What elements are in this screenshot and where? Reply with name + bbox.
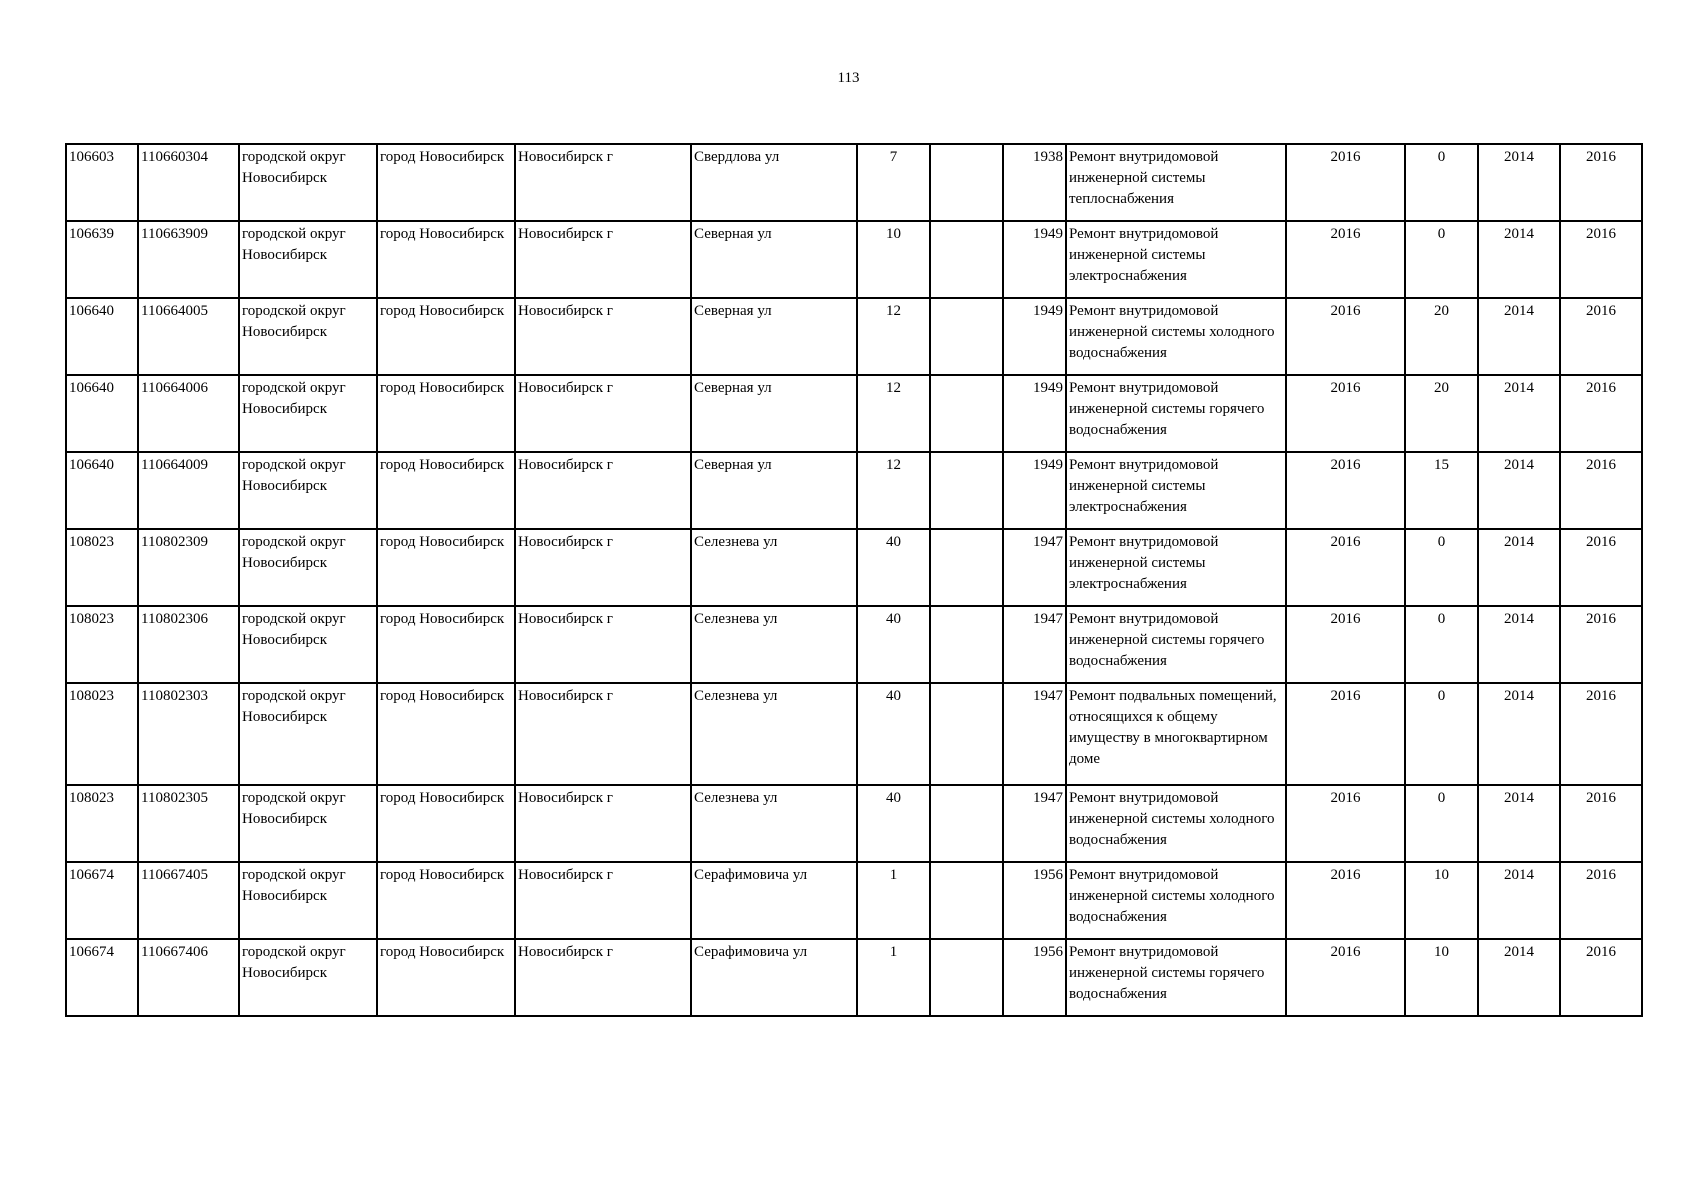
house-id-cell: 106639 xyxy=(66,221,138,298)
house-number-cell: 40 xyxy=(857,529,930,606)
house-number-cell: 1 xyxy=(857,939,930,1016)
settlement-cell: город Новосибирск xyxy=(377,529,515,606)
settlement-cell: город Новосибирск xyxy=(377,221,515,298)
planned-year-cell: 2016 xyxy=(1286,452,1405,529)
settlement-cell: город Новосибирск xyxy=(377,452,515,529)
year-built-cell: 1956 xyxy=(1003,939,1066,1016)
year-built-cell: 1956 xyxy=(1003,862,1066,939)
planned-year-cell: 2016 xyxy=(1286,606,1405,683)
period-start-cell: 2014 xyxy=(1478,606,1560,683)
house-number-cell: 7 xyxy=(857,144,930,221)
year-built-cell: 1947 xyxy=(1003,785,1066,862)
work-id-cell: 110667406 xyxy=(138,939,239,1016)
year-built-cell: 1947 xyxy=(1003,606,1066,683)
municipal-district-cell: городской округ Новосибирск xyxy=(239,375,377,452)
period-end-cell: 2016 xyxy=(1560,939,1642,1016)
municipal-district-cell: городской округ Новосибирск xyxy=(239,862,377,939)
street-cell: Северная ул xyxy=(691,375,857,452)
period-start-cell: 2014 xyxy=(1478,452,1560,529)
street-cell: Селезнева ул xyxy=(691,606,857,683)
period-end-cell: 2016 xyxy=(1560,298,1642,375)
page-number: 113 xyxy=(837,70,860,86)
planned-year-cell: 2016 xyxy=(1286,939,1405,1016)
street-cell: Северная ул xyxy=(691,298,857,375)
building-cell xyxy=(930,221,1003,298)
work-id-cell: 110664005 xyxy=(138,298,239,375)
period-end-cell: 2016 xyxy=(1560,683,1642,785)
table-row xyxy=(66,529,1642,606)
work-type-cell: Ремонт внутридомовой инженерной системы горячего водоснабжения xyxy=(1066,939,1286,1016)
house-number-cell: 10 xyxy=(857,221,930,298)
planned-year-cell: 2016 xyxy=(1286,144,1405,221)
locality-cell: Новосибирск г xyxy=(515,606,691,683)
planned-year-cell: 2016 xyxy=(1286,298,1405,375)
settlement-cell: город Новосибирск xyxy=(377,683,515,785)
house-id-cell: 106640 xyxy=(66,375,138,452)
planned-year-cell: 2016 xyxy=(1286,683,1405,785)
period-end-cell: 2016 xyxy=(1560,221,1642,298)
building-cell xyxy=(930,939,1003,1016)
work-id-cell: 110802306 xyxy=(138,606,239,683)
year-built-cell: 1947 xyxy=(1003,529,1066,606)
settlement-cell: город Новосибирск xyxy=(377,375,515,452)
wear-percent-cell: 10 xyxy=(1405,862,1478,939)
wear-percent-cell: 20 xyxy=(1405,375,1478,452)
table-row xyxy=(66,144,1642,221)
table-row xyxy=(66,785,1642,862)
work-type-cell: Ремонт внутридомовой инженерной системы горячего водоснабжения xyxy=(1066,375,1286,452)
work-id-cell: 110802305 xyxy=(138,785,239,862)
planned-year-cell: 2016 xyxy=(1286,785,1405,862)
locality-cell: Новосибирск г xyxy=(515,529,691,606)
building-cell xyxy=(930,606,1003,683)
municipal-district-cell: городской округ Новосибирск xyxy=(239,683,377,785)
street-cell: Селезнева ул xyxy=(691,785,857,862)
work-id-cell: 110664009 xyxy=(138,452,239,529)
building-cell xyxy=(930,375,1003,452)
wear-percent-cell: 20 xyxy=(1405,298,1478,375)
table-row xyxy=(66,298,1642,375)
municipal-district-cell: городской округ Новосибирск xyxy=(239,144,377,221)
municipal-district-cell: городской округ Новосибирск xyxy=(239,221,377,298)
work-type-cell: Ремонт внутридомовой инженерной системы холодного водоснабжения xyxy=(1066,862,1286,939)
period-end-cell: 2016 xyxy=(1560,862,1642,939)
house-id-cell: 106674 xyxy=(66,862,138,939)
wear-percent-cell: 0 xyxy=(1405,529,1478,606)
wear-percent-cell: 0 xyxy=(1405,144,1478,221)
period-end-cell: 2016 xyxy=(1560,452,1642,529)
building-cell xyxy=(930,298,1003,375)
house-id-cell: 106674 xyxy=(66,939,138,1016)
work-type-cell: Ремонт внутридомовой инженерной системы холодного водоснабжения xyxy=(1066,785,1286,862)
work-id-cell: 110664006 xyxy=(138,375,239,452)
house-id-cell: 106603 xyxy=(66,144,138,221)
planned-year-cell: 2016 xyxy=(1286,529,1405,606)
house-number-cell: 12 xyxy=(857,452,930,529)
locality-cell: Новосибирск г xyxy=(515,452,691,529)
period-end-cell: 2016 xyxy=(1560,375,1642,452)
planned-year-cell: 2016 xyxy=(1286,862,1405,939)
municipal-district-cell: городской округ Новосибирск xyxy=(239,785,377,862)
house-number-cell: 40 xyxy=(857,683,930,785)
work-type-cell: Ремонт внутридомовой инженерной системы горячего водоснабжения xyxy=(1066,606,1286,683)
period-end-cell: 2016 xyxy=(1560,529,1642,606)
table-row xyxy=(66,606,1642,683)
year-built-cell: 1949 xyxy=(1003,452,1066,529)
settlement-cell: город Новосибирск xyxy=(377,606,515,683)
building-cell xyxy=(930,144,1003,221)
locality-cell: Новосибирск г xyxy=(515,221,691,298)
street-cell: Северная ул xyxy=(691,452,857,529)
period-start-cell: 2014 xyxy=(1478,683,1560,785)
table-body xyxy=(66,144,1642,1016)
wear-percent-cell: 0 xyxy=(1405,221,1478,298)
settlement-cell: город Новосибирск xyxy=(377,785,515,862)
period-start-cell: 2014 xyxy=(1478,785,1560,862)
house-id-cell: 108023 xyxy=(66,785,138,862)
wear-percent-cell: 0 xyxy=(1405,606,1478,683)
municipal-district-cell: городской округ Новосибирск xyxy=(239,452,377,529)
street-cell: Селезнева ул xyxy=(691,529,857,606)
work-id-cell: 110802309 xyxy=(138,529,239,606)
building-cell xyxy=(930,862,1003,939)
table-row xyxy=(66,862,1642,939)
municipal-district-cell: городской округ Новосибирск xyxy=(239,529,377,606)
work-id-cell: 110667405 xyxy=(138,862,239,939)
period-end-cell: 2016 xyxy=(1560,144,1642,221)
table-row xyxy=(66,683,1642,785)
work-id-cell: 110802303 xyxy=(138,683,239,785)
house-number-cell: 1 xyxy=(857,862,930,939)
table-row xyxy=(66,221,1642,298)
locality-cell: Новосибирск г xyxy=(515,298,691,375)
work-type-cell: Ремонт внутридомовой инженерной системы холодного водоснабжения xyxy=(1066,298,1286,375)
work-id-cell: 110663909 xyxy=(138,221,239,298)
locality-cell: Новосибирск г xyxy=(515,862,691,939)
building-cell xyxy=(930,785,1003,862)
year-built-cell: 1949 xyxy=(1003,375,1066,452)
year-built-cell: 1938 xyxy=(1003,144,1066,221)
street-cell: Селезнева ул xyxy=(691,683,857,785)
house-number-cell: 12 xyxy=(857,298,930,375)
table-row xyxy=(66,939,1642,1016)
house-number-cell: 12 xyxy=(857,375,930,452)
year-built-cell: 1949 xyxy=(1003,298,1066,375)
house-id-cell: 108023 xyxy=(66,529,138,606)
period-start-cell: 2014 xyxy=(1478,862,1560,939)
settlement-cell: город Новосибирск xyxy=(377,862,515,939)
period-start-cell: 2014 xyxy=(1478,298,1560,375)
house-id-cell: 108023 xyxy=(66,683,138,785)
work-type-cell: Ремонт внутридомовой инженерной системы электроснабжения xyxy=(1066,221,1286,298)
building-cell xyxy=(930,683,1003,785)
house-number-cell: 40 xyxy=(857,606,930,683)
work-type-cell: Ремонт подвальных помещений, относящихся к общему имуществу в многоквартирном доме xyxy=(1066,683,1286,785)
building-cell xyxy=(930,529,1003,606)
planned-year-cell: 2016 xyxy=(1286,221,1405,298)
wear-percent-cell: 10 xyxy=(1405,939,1478,1016)
work-type-cell: Ремонт внутридомовой инженерной системы электроснабжения xyxy=(1066,452,1286,529)
street-cell: Серафимовича ул xyxy=(691,862,857,939)
settlement-cell: город Новосибирск xyxy=(377,939,515,1016)
house-id-cell: 106640 xyxy=(66,298,138,375)
municipal-district-cell: городской округ Новосибирск xyxy=(239,606,377,683)
period-end-cell: 2016 xyxy=(1560,606,1642,683)
street-cell: Свердлова ул xyxy=(691,144,857,221)
table-row xyxy=(66,375,1642,452)
locality-cell: Новосибирск г xyxy=(515,785,691,862)
registry-table xyxy=(65,143,1643,1017)
municipal-district-cell: городской округ Новосибирск xyxy=(239,939,377,1016)
municipal-district-cell: городской округ Новосибирск xyxy=(239,298,377,375)
table-row xyxy=(66,452,1642,529)
work-id-cell: 110660304 xyxy=(138,144,239,221)
work-type-cell: Ремонт внутридомовой инженерной системы теплоснабжения xyxy=(1066,144,1286,221)
locality-cell: Новосибирск г xyxy=(515,144,691,221)
street-cell: Северная ул xyxy=(691,221,857,298)
street-cell: Серафимовича ул xyxy=(691,939,857,1016)
year-built-cell: 1947 xyxy=(1003,683,1066,785)
wear-percent-cell: 15 xyxy=(1405,452,1478,529)
settlement-cell: город Новосибирск xyxy=(377,298,515,375)
house-id-cell: 106640 xyxy=(66,452,138,529)
period-start-cell: 2014 xyxy=(1478,144,1560,221)
settlement-cell: город Новосибирск xyxy=(377,144,515,221)
house-number-cell: 40 xyxy=(857,785,930,862)
locality-cell: Новосибирск г xyxy=(515,375,691,452)
period-start-cell: 2014 xyxy=(1478,375,1560,452)
period-start-cell: 2014 xyxy=(1478,939,1560,1016)
building-cell xyxy=(930,452,1003,529)
locality-cell: Новосибирск г xyxy=(515,683,691,785)
locality-cell: Новосибирск г xyxy=(515,939,691,1016)
house-id-cell: 108023 xyxy=(66,606,138,683)
planned-year-cell: 2016 xyxy=(1286,375,1405,452)
period-start-cell: 2014 xyxy=(1478,529,1560,606)
period-start-cell: 2014 xyxy=(1478,221,1560,298)
period-end-cell: 2016 xyxy=(1560,785,1642,862)
wear-percent-cell: 0 xyxy=(1405,785,1478,862)
wear-percent-cell: 0 xyxy=(1405,683,1478,785)
year-built-cell: 1949 xyxy=(1003,221,1066,298)
work-type-cell: Ремонт внутридомовой инженерной системы электроснабжения xyxy=(1066,529,1286,606)
